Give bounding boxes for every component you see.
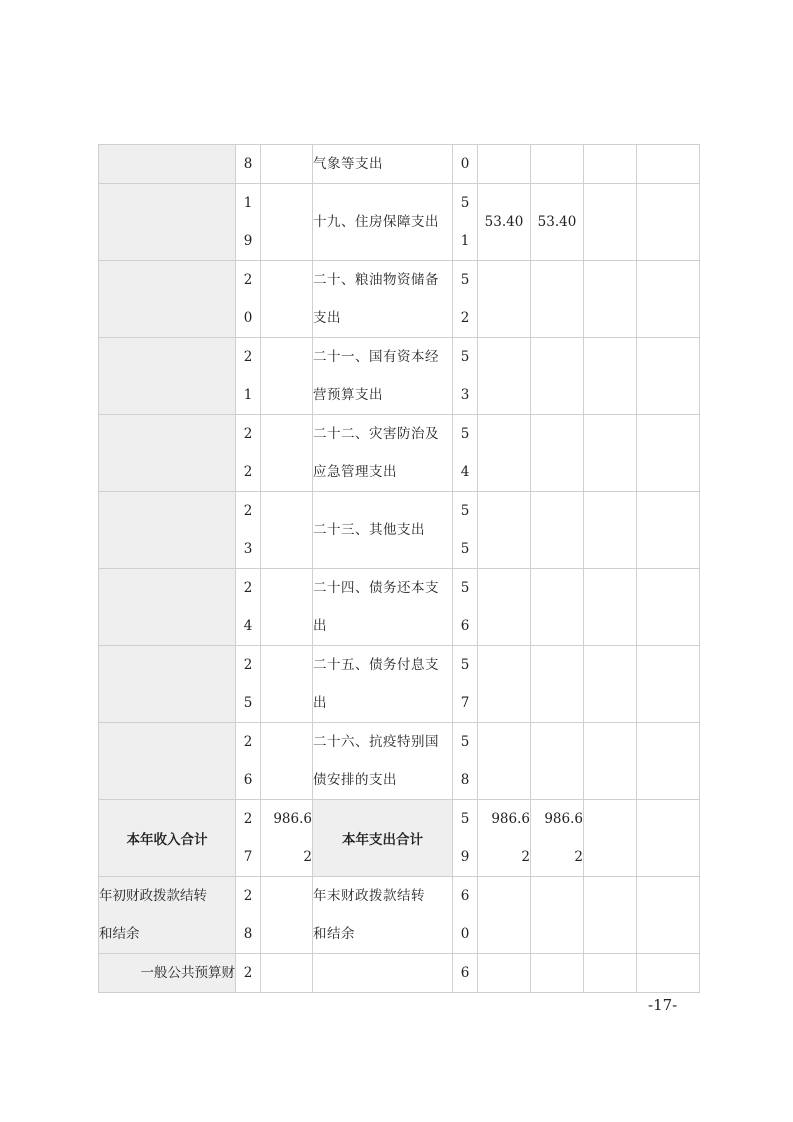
expense-general-cell [531, 184, 584, 261]
cell-line: 5 [460, 734, 470, 750]
expense-item-cell [313, 723, 453, 800]
expense-line-cell [453, 646, 478, 723]
cell-line: 支出 [313, 310, 341, 326]
carryover-end-line [453, 877, 478, 954]
expense-item-cell [313, 569, 453, 646]
expense-total-line [453, 800, 478, 877]
carryover-end-label [313, 877, 453, 954]
expense-gov-fund-cell [584, 646, 637, 723]
expense-capital-cell [637, 800, 700, 877]
cell-line: 8 [460, 772, 470, 788]
cell-line: 5 [460, 580, 470, 596]
income-amount-cell [261, 261, 313, 338]
expense-total-amount [478, 800, 531, 877]
income-total-amount [261, 800, 313, 877]
carryover-amount-2 [531, 877, 584, 954]
expense-item-cell [313, 261, 453, 338]
expense-total-cell [478, 145, 531, 184]
cell-line: 986.6 [491, 811, 530, 827]
expense-total-cell [478, 338, 531, 415]
expense-general-cell [531, 569, 584, 646]
cell-line: 2 [243, 464, 253, 480]
expense-general-cell [531, 723, 584, 800]
income-item-cell [99, 338, 236, 415]
income-amount-cell [261, 184, 313, 261]
expense-line-cell [453, 145, 478, 184]
expense-total-cell [478, 261, 531, 338]
cell-line: 0 [460, 926, 470, 942]
cell-line: 十九、住房保障支出 [313, 214, 439, 230]
expense-line-cell [453, 492, 478, 569]
cell-line: 1 [243, 195, 253, 211]
cell-line: 2 [574, 849, 583, 865]
expense-gov-fund-cell [584, 338, 637, 415]
expense-gov-fund-cell [584, 492, 637, 569]
cell-line: 7 [243, 849, 253, 865]
income-amount-cell [261, 569, 313, 646]
income-amount-cell [261, 646, 313, 723]
cell-line: 8 [243, 926, 253, 942]
table-row [99, 338, 700, 415]
cell-line: 和结余 [313, 926, 355, 942]
cell-line: 年初财政拨款结转 [99, 888, 207, 904]
cell-line: 3 [243, 541, 253, 557]
expense-capital-cell [637, 569, 700, 646]
cell-line: 2 [243, 272, 253, 288]
carryover-amount-4 [637, 877, 700, 954]
table-row [99, 415, 700, 492]
table-row [99, 646, 700, 723]
income-line-cell [236, 415, 261, 492]
income-amount-cell [261, 338, 313, 415]
expense-gov-fund-cell [584, 569, 637, 646]
expense-line-cell [453, 569, 478, 646]
table-row [99, 184, 700, 261]
income-amount-cell [261, 415, 313, 492]
income-item-cell [99, 492, 236, 569]
general-amount-1 [478, 954, 531, 993]
income-item-cell [99, 415, 236, 492]
income-item-cell [99, 569, 236, 646]
totals-row [99, 800, 700, 877]
carryover-row [99, 877, 700, 954]
cell-line: 2 [243, 349, 253, 365]
cell-line: 2 [460, 310, 470, 326]
expense-total-cell [478, 569, 531, 646]
expense-item-cell [313, 646, 453, 723]
cell-line: 3 [460, 387, 470, 403]
general-end-line: 6 [453, 954, 478, 993]
cell-line: 0 [460, 156, 470, 172]
income-amount-cell [261, 492, 313, 569]
income-amount-cell [261, 145, 313, 184]
cell-line: 二十二、灾害防治及 [313, 426, 439, 442]
income-item-cell [99, 723, 236, 800]
expense-capital-cell [637, 261, 700, 338]
income-line-cell [236, 145, 261, 184]
cell-line: 2 [303, 849, 312, 865]
expense-item-cell [313, 492, 453, 569]
expense-capital-cell [637, 723, 700, 800]
cell-line: 986.6 [544, 811, 583, 827]
income-item-cell [99, 145, 236, 184]
income-line-cell [236, 569, 261, 646]
cell-line: 出 [313, 618, 327, 634]
cell-line: 986.6 [273, 811, 312, 827]
carryover-begin-amount [261, 877, 313, 954]
expense-general-cell [531, 338, 584, 415]
expense-total-cell [478, 415, 531, 492]
expense-gov-fund-cell [584, 184, 637, 261]
cell-line: 7 [460, 695, 470, 711]
cell-line: 2 [243, 734, 253, 750]
cell-line: 2 [521, 849, 530, 865]
expense-total-cell [478, 184, 531, 261]
cell-line: 5 [460, 349, 470, 365]
cell-line: 4 [243, 618, 253, 634]
table-row [99, 723, 700, 800]
expense-capital-cell [637, 415, 700, 492]
cell-line: 出 [313, 695, 327, 711]
cell-line: 5 [243, 695, 253, 711]
general-end-label [313, 954, 453, 993]
cell-line: 5 [460, 195, 470, 211]
table-row [99, 492, 700, 569]
cell-line: 8 [243, 156, 253, 172]
income-total-line [236, 800, 261, 877]
expense-line-cell [453, 261, 478, 338]
cell-line: 二十三、其他支出 [313, 522, 425, 538]
general-amount-3 [584, 954, 637, 993]
cell-line: 5 [460, 541, 470, 557]
cell-line: 2 [243, 426, 253, 442]
cell-line: 2 [243, 657, 253, 673]
expense-item-cell [313, 184, 453, 261]
expense-item-cell [313, 145, 453, 184]
cell-line: 5 [460, 657, 470, 673]
expense-line-cell [453, 415, 478, 492]
expense-gov-fund-cell [584, 415, 637, 492]
cell-line: 二十、粮油物资储备 [313, 272, 439, 288]
cell-line: 营预算支出 [313, 387, 383, 403]
expense-line-cell [453, 184, 478, 261]
income-line-cell [236, 261, 261, 338]
carryover-begin-label [99, 877, 236, 954]
carryover-amount-3 [584, 877, 637, 954]
cell-line: 2 [243, 811, 253, 827]
expense-item-cell [313, 415, 453, 492]
table-row [99, 261, 700, 338]
carryover-amount-1 [478, 877, 531, 954]
expense-general-amount [531, 800, 584, 877]
expense-general-cell [531, 145, 584, 184]
general-budget-row [99, 954, 700, 993]
table-row [99, 569, 700, 646]
income-line-cell [236, 723, 261, 800]
table-body [99, 145, 700, 993]
cell-line: 5 [460, 503, 470, 519]
expense-total-cell [478, 723, 531, 800]
general-amount-2 [531, 954, 584, 993]
income-item-cell [99, 261, 236, 338]
expense-line-cell [453, 338, 478, 415]
income-item-cell [99, 184, 236, 261]
cell-line: 2 [243, 580, 253, 596]
cell-line: 二十五、债务付息支 [313, 657, 439, 673]
cell-line: 9 [460, 849, 470, 865]
general-amount-4 [637, 954, 700, 993]
cell-line: 5 [460, 272, 470, 288]
cell-line: 6 [460, 618, 470, 634]
cell-line: 二十一、国有资本经 [313, 349, 439, 365]
expense-general-cell [531, 492, 584, 569]
cell-line: 53.40 [537, 214, 577, 230]
budget-table [98, 144, 700, 993]
cell-line: 1 [460, 233, 470, 249]
cell-line: 6 [243, 772, 253, 788]
expense-total-cell [478, 492, 531, 569]
expense-gov-fund-cell [584, 723, 637, 800]
expense-capital-cell [637, 492, 700, 569]
cell-line: 1 [243, 387, 253, 403]
income-item-cell [99, 646, 236, 723]
expense-total-label: 本年支出合计 [313, 800, 453, 877]
expense-general-cell [531, 646, 584, 723]
cell-line: 二十四、债务还本支 [313, 580, 439, 596]
cell-line: 9 [243, 233, 253, 249]
income-total-label: 本年收入合计 [99, 800, 236, 877]
expense-gov-fund-cell [584, 261, 637, 338]
expense-line-cell [453, 723, 478, 800]
carryover-begin-line [236, 877, 261, 954]
cell-line: 和结余 [99, 926, 140, 942]
cell-line: 2 [243, 503, 253, 519]
expense-capital-cell [637, 646, 700, 723]
general-budget-line: 2 [236, 954, 261, 993]
cell-line: 年末财政拨款结转 [313, 888, 425, 904]
cell-line: 应急管理支出 [313, 464, 397, 480]
expense-capital-cell [637, 338, 700, 415]
income-amount-cell [261, 723, 313, 800]
cell-line: 4 [460, 464, 470, 480]
expense-capital-cell [637, 145, 700, 184]
income-line-cell [236, 184, 261, 261]
expense-general-cell [531, 415, 584, 492]
table-row [99, 145, 700, 184]
expense-capital-cell [637, 184, 700, 261]
expense-item-cell [313, 338, 453, 415]
page-number: -17- [648, 996, 678, 1014]
cell-line: 6 [460, 888, 470, 904]
cell-line: 53.40 [484, 214, 524, 230]
expense-gov-fund-cell [584, 800, 637, 877]
cell-line: 气象等支出 [313, 156, 383, 172]
income-line-cell [236, 338, 261, 415]
cell-line: 5 [460, 811, 470, 827]
cell-line: 二十六、抗疫特别国 [313, 734, 439, 750]
cell-line: 债安排的支出 [313, 772, 397, 788]
cell-line: 2 [243, 888, 253, 904]
expense-gov-fund-cell [584, 145, 637, 184]
cell-line: 5 [460, 426, 470, 442]
cell-line: 0 [243, 310, 253, 326]
expense-general-cell [531, 261, 584, 338]
income-line-cell [236, 646, 261, 723]
general-budget-label: 一般公共预算财 [99, 954, 236, 993]
expense-total-cell [478, 646, 531, 723]
income-line-cell [236, 492, 261, 569]
general-budget-amount [261, 954, 313, 993]
